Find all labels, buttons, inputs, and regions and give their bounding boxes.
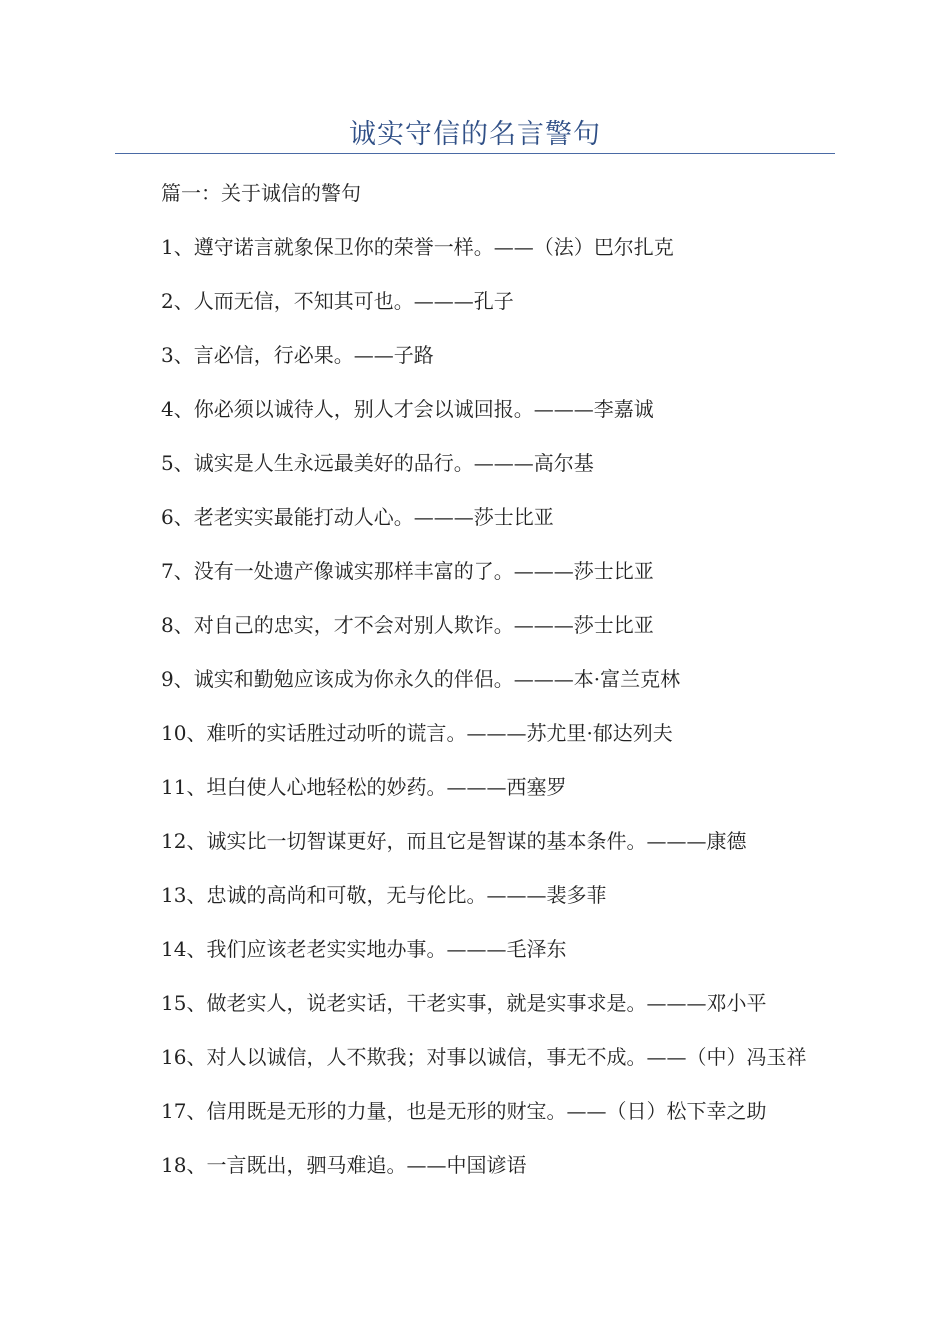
- quote-item: 17、信用既是无形的力量，也是无形的财宝。——（日）松下幸之助: [161, 1099, 767, 1123]
- quote-item: 7、没有一处遗产像诚实那样丰富的了。———莎士比亚: [161, 559, 654, 583]
- quote-item: 4、你必须以诚待人，别人才会以诚回报。———李嘉诚: [161, 397, 654, 421]
- quote-item: 2、人而无信，不知其可也。———孔子: [161, 289, 514, 313]
- quote-item: 14、我们应该老老实实地办事。———毛泽东: [161, 937, 567, 961]
- quote-item: 1、遵守诺言就象保卫你的荣誉一样。——（法）巴尔扎克: [161, 235, 674, 259]
- title-underline: [115, 153, 835, 154]
- quote-item: 5、诚实是人生永远最美好的品行。———高尔基: [161, 451, 594, 475]
- quote-item: 10、难听的实话胜过动听的谎言。———苏尤里·郁达列夫: [161, 721, 673, 745]
- quote-item: 15、做老实人，说老实话，干老实事，就是实事求是。———邓小平: [161, 991, 767, 1015]
- quote-item: 11、坦白使人心地轻松的妙药。———西塞罗: [161, 775, 567, 799]
- quote-item: 9、诚实和勤勉应该成为你永久的伴侣。———本·富兰克林: [161, 667, 681, 691]
- quote-item: 13、忠诚的高尚和可敬，无与伦比。———裴多菲: [161, 883, 607, 907]
- document-body: [115, 176, 835, 1202]
- quote-item: 8、对自己的忠实，才不会对别人欺诈。———莎士比亚: [161, 613, 654, 637]
- section-heading: 篇一：关于诚信的警句: [161, 181, 361, 205]
- document-title: 诚实守信的名言警句: [349, 119, 601, 150]
- quote-item: 18、一言既出，驷马难追。——中国谚语: [161, 1153, 527, 1177]
- quote-item: 3、言必信，行必果。——子路: [161, 343, 434, 367]
- quote-item: 6、老老实实最能打动人心。———莎士比亚: [161, 505, 554, 529]
- quote-item: 12、诚实比一切智谋更好，而且它是智谋的基本条件。———康德: [161, 829, 747, 853]
- quote-item: 16、对人以诚信，人不欺我；对事以诚信，事无不成。——（中）冯玉祥: [161, 1045, 807, 1069]
